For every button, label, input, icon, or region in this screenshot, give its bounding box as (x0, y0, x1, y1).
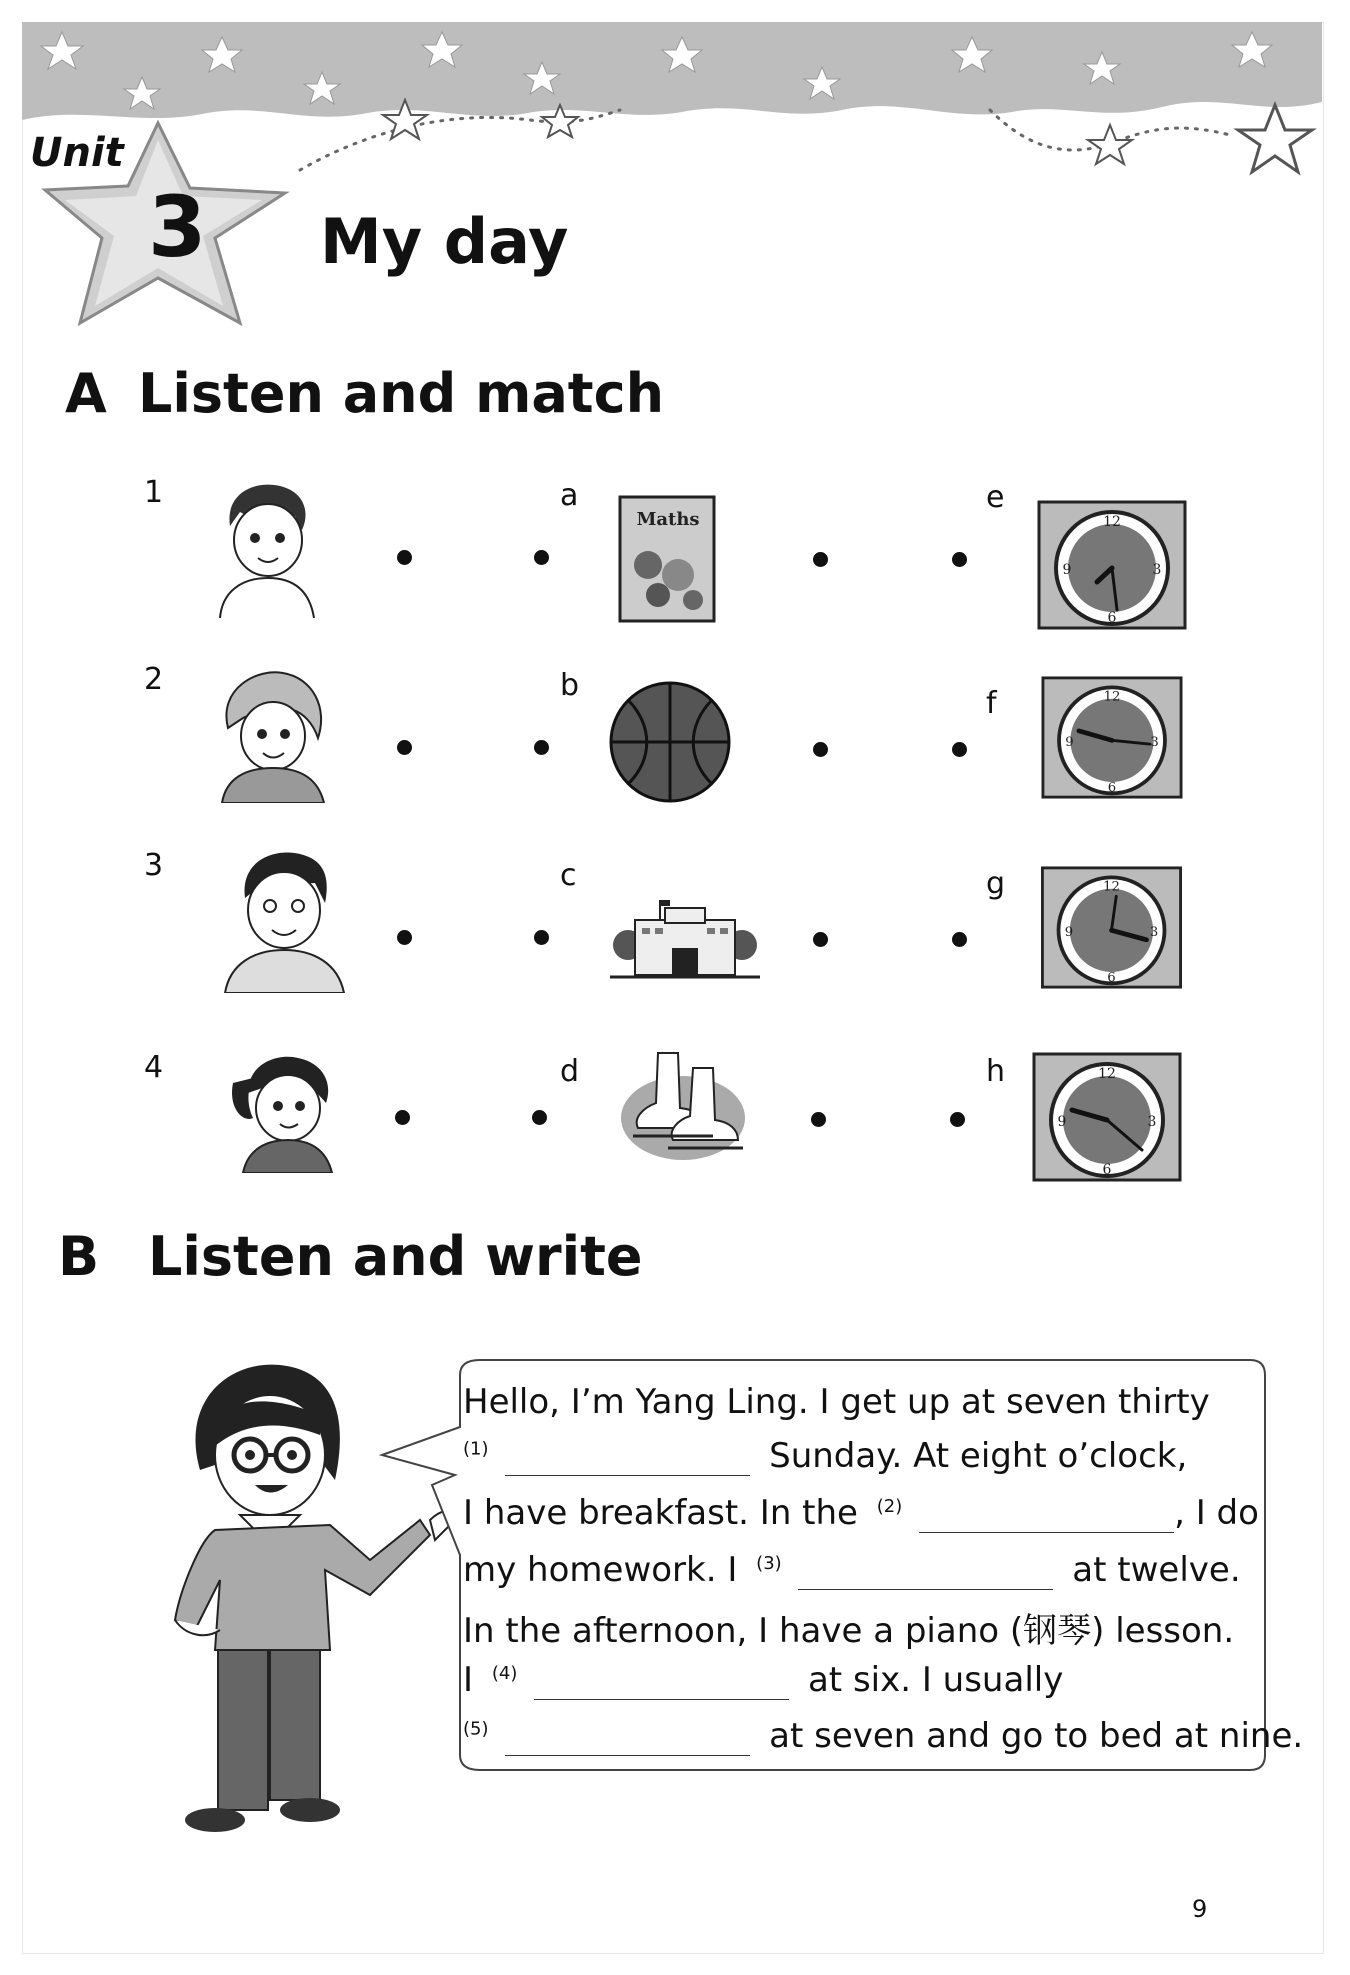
item-number-1: 1 (144, 475, 164, 510)
match-dot-c-left[interactable] (534, 930, 549, 945)
unit-label: Unit (30, 130, 124, 176)
ice-skates-icon (618, 1048, 748, 1168)
passage-line-4-end: at twelve. (1072, 1550, 1241, 1590)
blank-5-label: (5) (463, 1718, 489, 1740)
svg-text:3: 3 (1152, 562, 1162, 578)
item-letter-e: e (986, 480, 1005, 515)
maths-book-icon (618, 495, 718, 625)
page-title: My day (320, 205, 569, 278)
section-a-title: Listen and match (138, 362, 665, 425)
passage-line-1: Hello, I’m Yang Ling. I get up at seven thirty (463, 1382, 1210, 1422)
passage-line-3-start: I have breakfast. In the (463, 1493, 858, 1533)
blank-1[interactable] (505, 1449, 750, 1476)
blank-2[interactable] (919, 1506, 1174, 1533)
svg-text:9: 9 (1064, 925, 1074, 941)
unit-number: 3 (148, 178, 207, 276)
svg-text:6: 6 (1107, 610, 1117, 626)
svg-text:12: 12 (1098, 1066, 1116, 1082)
blank-4[interactable] (534, 1673, 789, 1700)
match-dot-c-right[interactable] (813, 932, 828, 947)
item-number-3: 3 (144, 848, 164, 883)
match-dot-1[interactable] (397, 550, 412, 565)
passage-line-3 (463, 1493, 1259, 1533)
match-dot-2[interactable] (397, 740, 412, 755)
passage-line-7-text: at seven and go to bed at nine. (769, 1716, 1304, 1756)
item-letter-a: a (560, 478, 579, 513)
match-dot-d-left[interactable] (532, 1110, 547, 1125)
svg-text:6: 6 (1102, 1162, 1112, 1178)
svg-text:12: 12 (1103, 514, 1121, 530)
match-dot-h[interactable] (950, 1112, 965, 1127)
girl-curly-icon (218, 668, 328, 803)
clock-e-icon (1037, 500, 1187, 630)
svg-text:3: 3 (1150, 735, 1159, 751)
item-letter-f: f (986, 686, 997, 721)
match-dot-4[interactable] (395, 1110, 410, 1125)
boy-1-icon (210, 478, 320, 618)
page-number: 9 (1192, 1895, 1208, 1923)
decorative-stars-trail (290, 90, 1330, 220)
passage-line-2-text: Sunday. At eight o’clock, (769, 1436, 1188, 1476)
svg-text:3: 3 (1149, 925, 1159, 941)
girl-ponytail-icon (228, 1048, 338, 1173)
match-dot-b-left[interactable] (534, 740, 549, 755)
blank-1-label: (1) (463, 1438, 489, 1460)
section-b-title: Listen and write (148, 1225, 643, 1288)
svg-text:9: 9 (1057, 1114, 1067, 1130)
item-letter-h: h (986, 1054, 1006, 1089)
match-dot-3[interactable] (397, 930, 412, 945)
match-dot-a-left[interactable] (534, 550, 549, 565)
item-number-2: 2 (144, 662, 164, 697)
item-letter-b: b (560, 668, 580, 703)
svg-text:3: 3 (1147, 1114, 1157, 1130)
match-dot-a-right[interactable] (813, 552, 828, 567)
passage-line-2 (463, 1436, 1187, 1476)
passage-line-7 (463, 1716, 1303, 1756)
passage-line-6 (463, 1660, 1063, 1700)
blank-5[interactable] (505, 1729, 750, 1756)
item-letter-g: g (986, 866, 1006, 901)
boy-2-icon (220, 848, 350, 993)
svg-text:6: 6 (1107, 780, 1117, 796)
match-dot-b-right[interactable] (813, 742, 828, 757)
svg-text:6: 6 (1107, 970, 1116, 986)
passage-line-4 (463, 1550, 1241, 1590)
basketball-icon (608, 680, 732, 804)
item-number-4: 4 (144, 1050, 164, 1085)
blank-2-label: (2) (876, 1495, 903, 1517)
blank-3[interactable] (798, 1563, 1053, 1590)
item-letter-c: c (560, 858, 577, 893)
match-dot-g[interactable] (952, 932, 967, 947)
match-dot-f[interactable] (952, 742, 967, 757)
clock-h-icon (1032, 1052, 1182, 1182)
clock-g-icon (1039, 866, 1184, 989)
passage-line-3-end: , I do (1174, 1493, 1259, 1533)
section-b-letter: B (58, 1225, 100, 1288)
match-dot-d-right[interactable] (811, 1112, 826, 1127)
passage-line-4-start: my homework. I (463, 1550, 738, 1590)
svg-text:9: 9 (1062, 562, 1072, 578)
svg-text:12: 12 (1103, 879, 1120, 895)
svg-text:12: 12 (1103, 689, 1121, 705)
item-letter-d: d (560, 1054, 580, 1089)
passage-line-6-end: at six. I usually (807, 1660, 1064, 1700)
blank-3-label: (3) (756, 1552, 782, 1574)
passage-line-6-start: I (463, 1660, 474, 1700)
clock-f-icon (1041, 676, 1183, 799)
passage-line-5: In the afternoon, I have a piano (钢琴) lesson. (463, 1611, 1235, 1651)
blank-4-label: (4) (491, 1662, 518, 1684)
maths-book-label: Maths (636, 509, 700, 530)
section-a-letter: A (65, 362, 107, 425)
svg-text:9: 9 (1065, 735, 1074, 751)
school-building-icon (610, 900, 760, 985)
match-dot-e[interactable] (952, 552, 967, 567)
